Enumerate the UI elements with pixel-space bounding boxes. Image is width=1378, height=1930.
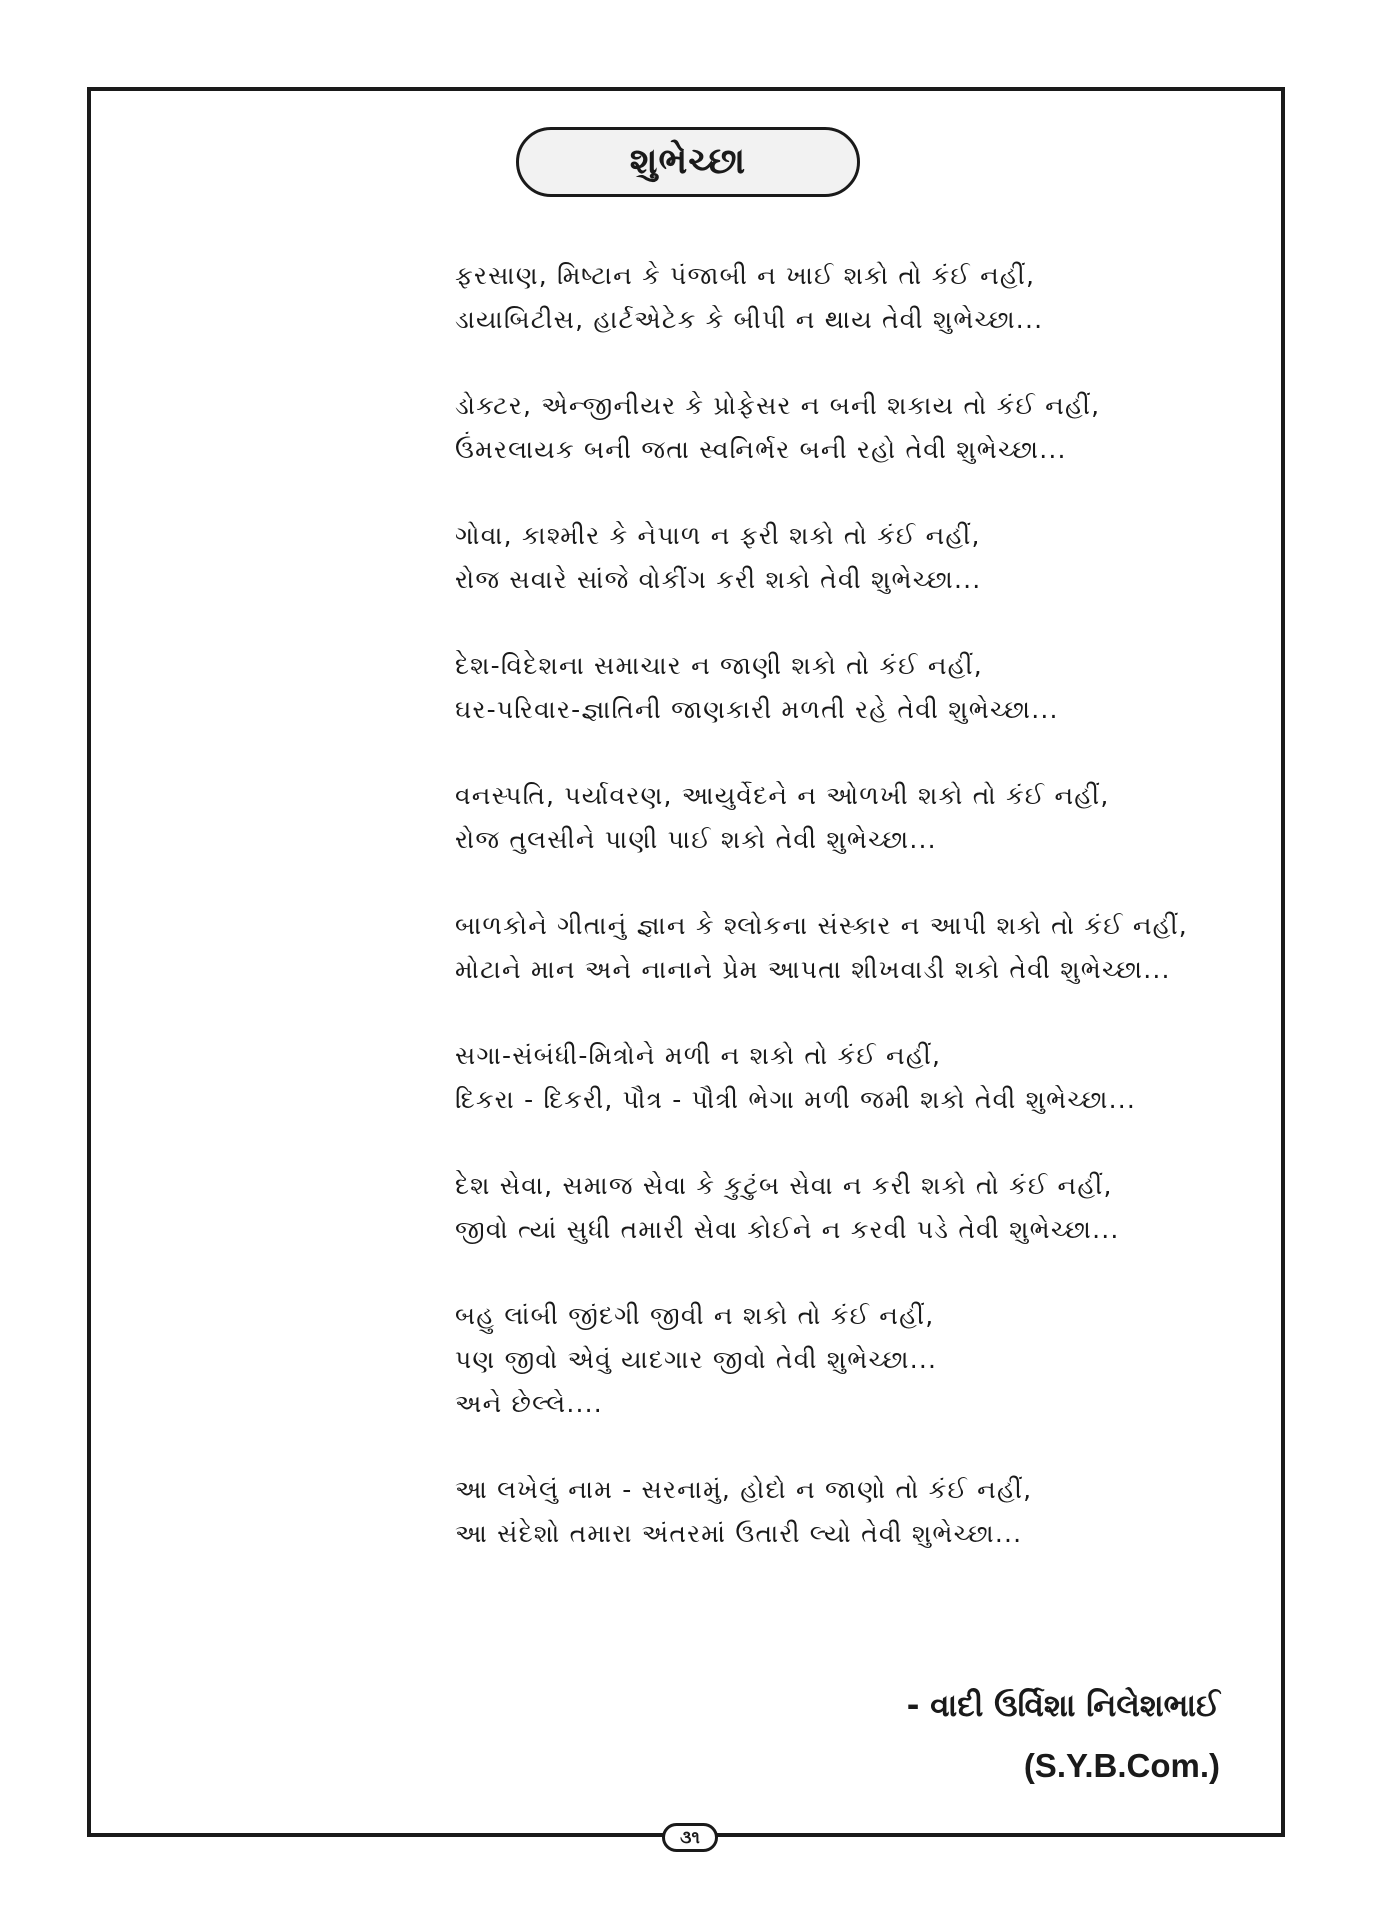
- title-text: શુભેચ્છા: [629, 141, 747, 182]
- stanza-3: [455, 514, 1255, 602]
- poem-line: ફરસાણ, મિષ્ટાન કે પંજાબી ન ખાઈ શકો તો કંઈ નહીં,: [455, 261, 1036, 290]
- poem-line: મોટાને માન અને નાનાને પ્રેમ આપતા શીખવાડી શકો તેવી શુભેચ્છા...: [455, 955, 1171, 984]
- page-title: [516, 127, 860, 197]
- poem-line: રોજ સવારે સાંજે વોકીંગ કરી શકો તેવી શુભેચ્છા...: [455, 565, 982, 594]
- poem-line: આ લખેલું નામ - સરનામું, હોદો ન જાણો તો કંઈ નહીં,: [455, 1475, 1033, 1504]
- poem-line: ઘર-પરિવાર-જ્ઞાતિની જાણકારી મળતી રહે તેવી શુભેચ્છા...: [455, 695, 1059, 724]
- stanza-1: [455, 254, 1255, 342]
- stanza-2: [455, 384, 1255, 472]
- poem-line: રોજ તુલસીને પાણી પાઈ શકો તેવી શુભેચ્છા...: [455, 825, 937, 854]
- poem-line: પણ જીવો એવું યાદગાર જીવો તેવી શુભેચ્છા...: [455, 1345, 938, 1374]
- poem-line: વનસ્પતિ, પર્યાવરણ, આયુર્વેદને ન ઓળખી શકો તો કંઈ નહીં,: [455, 781, 1110, 810]
- poem-line: દિકરા - દિકરી, પૌત્ર - પૌત્રી ભેગા મળી જમી શકો તેવી શુભેચ્છા...: [455, 1085, 1137, 1114]
- stanza-6: [455, 904, 1255, 992]
- stanza-4: [455, 644, 1255, 732]
- poem-body: [455, 254, 1255, 1598]
- stanza-8: [455, 1164, 1255, 1252]
- poem-line: ડાયાબિટીસ, હાર્ટએટેક કે બીપી ન થાય તેવી શુભેચ્છા...: [455, 305, 1044, 334]
- stanza-10: [455, 1468, 1255, 1556]
- poem-line: અને છેલ્લે....: [455, 1389, 603, 1418]
- poem-line: ગોવા, કાશ્મીર કે નેપાળ ન ફરી શકો તો કંઈ નહીં,: [455, 521, 981, 550]
- author-name: - વાદી ઉર્વિશા નિલેશભાઈ: [906, 1688, 1220, 1724]
- page-number-badge: [662, 1823, 718, 1852]
- poem-line: બાળકોને ગીતાનું જ્ઞાન કે શ્લોકના સંસ્કાર ન આપી શકો તો કંઈ નહીં,: [455, 911, 1188, 940]
- poem-line: ઉંમરલાયક બની જતા સ્વનિર્ભર બની રહો તેવી શુભેચ્છા...: [455, 435, 1067, 464]
- poem-line: સગા-સંબંધી-મિત્રોને મળી ન શકો તો કંઈ નહીં,: [455, 1041, 942, 1070]
- poem-line: દેશ-વિદેશના સમાચાર ન જાણી શકો તો કંઈ નહીં,: [455, 651, 983, 680]
- stanza-7: [455, 1034, 1255, 1122]
- author-course: (S.Y.B.Com.): [1023, 1747, 1220, 1784]
- stanza-5: [455, 774, 1255, 862]
- poem-line: આ સંદેશો તમારા અંતરમાં ઉતારી લ્યો તેવી શુભેચ્છા...: [455, 1519, 1023, 1548]
- poem-line: જીવો ત્યાં સુધી તમારી સેવા કોઈને ન કરવી પડે તેવી શુભેચ્છા...: [455, 1215, 1120, 1244]
- page-number: ૩૧: [680, 1827, 700, 1848]
- poem-line: દેશ સેવા, સમાજ સેવા કે કુટુંબ સેવા ન કરી શકો તો કંઈ નહીં,: [455, 1171, 1113, 1200]
- poem-line: ડોક્ટર, એન્જીનીયર કે પ્રોફેસર ન બની શકાય તો કંઈ નહીં,: [455, 391, 1101, 420]
- stanza-9: [455, 1294, 1255, 1426]
- poem-line: બહુ લાંબી જીંદગી જીવી ન શકો તો કંઈ નહીં,: [455, 1301, 935, 1330]
